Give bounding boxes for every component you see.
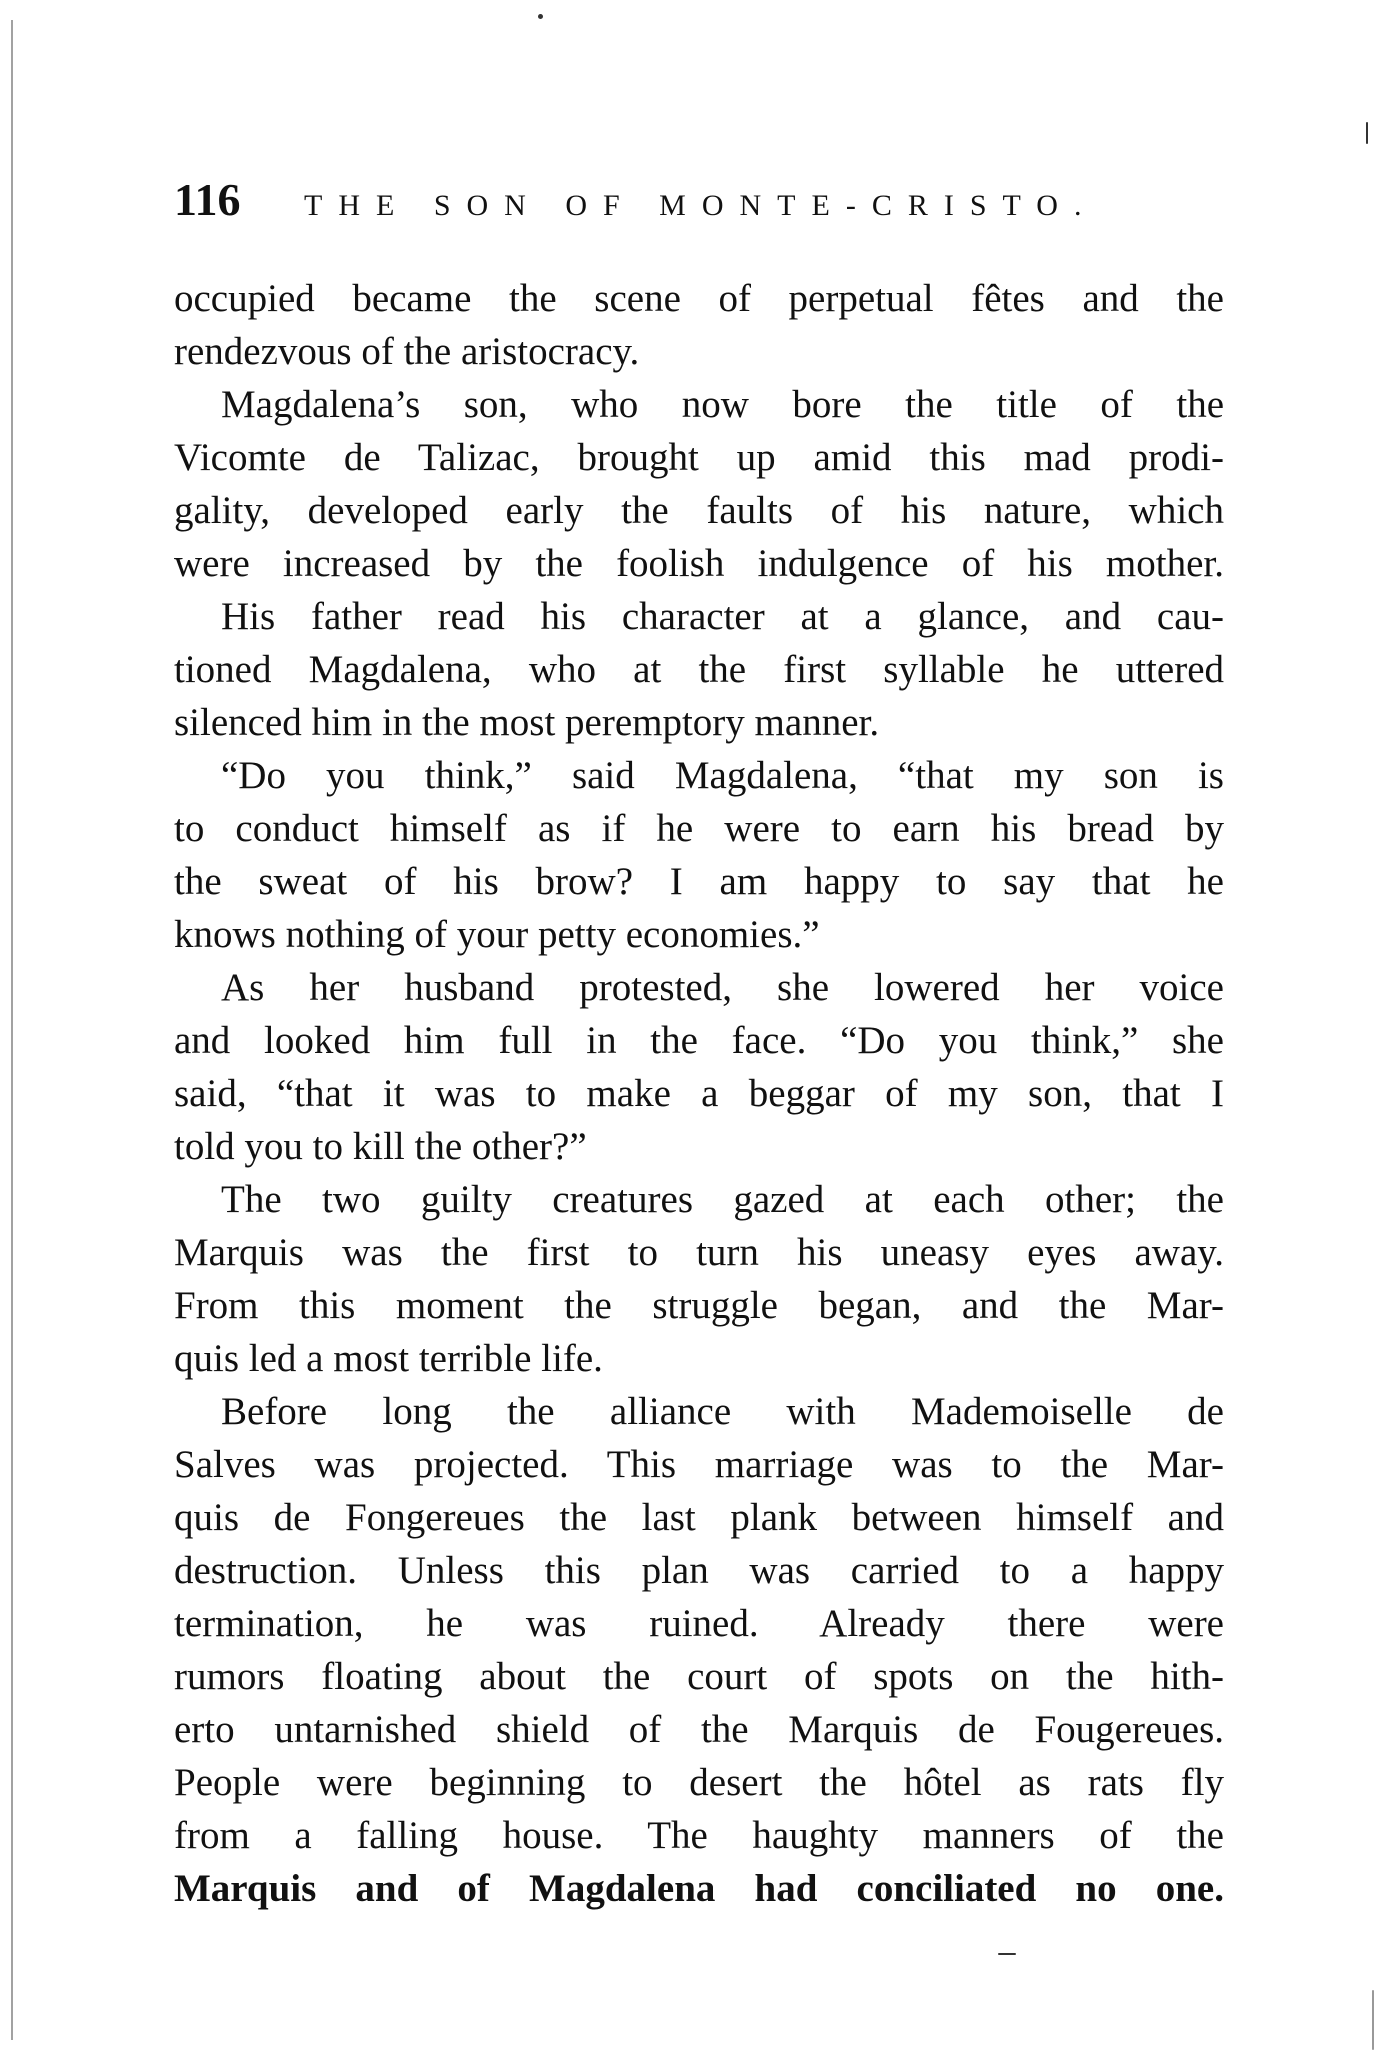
text-line: His father read his character at a glance, and cau- — [221, 595, 1224, 638]
text-line: tioned Magdalena, who at the first syllable he uttered — [174, 648, 1224, 691]
text-line: gality, developed early the faults of his nature, which — [174, 489, 1224, 532]
scan-speck — [1366, 122, 1368, 144]
text-line: Marquis was the first to turn his uneasy eyes away. — [174, 1231, 1224, 1274]
text-line: knows nothing of your petty economies.” — [174, 913, 820, 956]
scan-speck — [1372, 1990, 1374, 2050]
text-line: Marquis and of Magdalena had conciliated no one. — [174, 1867, 1224, 1910]
text-line: told you to kill the other?” — [174, 1125, 587, 1168]
text-line: rendezvous of the aristocracy. — [174, 330, 640, 373]
text-line: Vicomte de Talizac, brought up amid this mad prodi- — [174, 436, 1224, 479]
text-line: occupied became the scene of perpetual fêtes and the — [174, 277, 1224, 320]
text-line: Salves was projected. This marriage was to the Mar- — [174, 1443, 1224, 1486]
text-line: Before long the alliance with Mademoiselle de — [221, 1390, 1224, 1433]
page-number: 116 — [174, 174, 241, 225]
scan-speck — [998, 1953, 1016, 1955]
body-text — [174, 272, 1224, 1915]
scan-edge-line — [11, 20, 13, 2040]
running-header — [174, 170, 1224, 230]
text-line: said, “that it was to make a beggar of my son, that I — [174, 1072, 1224, 1115]
running-title: THE SON OF MONTE-CRISTO. — [304, 189, 1098, 222]
text-line: to conduct himself as if he were to earn his bread by — [174, 807, 1224, 850]
text-line: As her husband protested, she lowered her voice — [221, 966, 1224, 1009]
text-line: From this moment the struggle began, and the Mar- — [174, 1284, 1224, 1327]
text-line: and looked him full in the face. “Do you think,” she — [174, 1019, 1224, 1062]
text-line: People were beginning to desert the hôtel as rats fly — [174, 1761, 1224, 1804]
text-line: Magdalena’s son, who now bore the title of the — [221, 383, 1224, 426]
text-line: silenced him in the most peremptory manner. — [174, 701, 880, 744]
text-line: quis de Fongereues the last plank between himself and — [174, 1496, 1224, 1539]
text-line: “Do you think,” said Magdalena, “that my son is — [221, 754, 1224, 797]
text-line: were increased by the foolish indulgence of his mother. — [174, 542, 1224, 585]
text-line: The two guilty creatures gazed at each other; the — [221, 1178, 1224, 1221]
text-line: rumors floating about the court of spots on the hith- — [174, 1655, 1224, 1698]
text-line: erto untarnished shield of the Marquis de Fougereues. — [174, 1708, 1224, 1751]
text-line: from a falling house. The haughty manners of the — [174, 1814, 1224, 1857]
text-line: the sweat of his brow? I am happy to say that he — [174, 860, 1224, 903]
scan-speck — [538, 14, 543, 19]
text-line: quis led a most terrible life. — [174, 1337, 603, 1380]
text-line: termination, he was ruined. Already there were — [174, 1602, 1224, 1645]
text-line: destruction. Unless this plan was carried to a happy — [174, 1549, 1224, 1592]
